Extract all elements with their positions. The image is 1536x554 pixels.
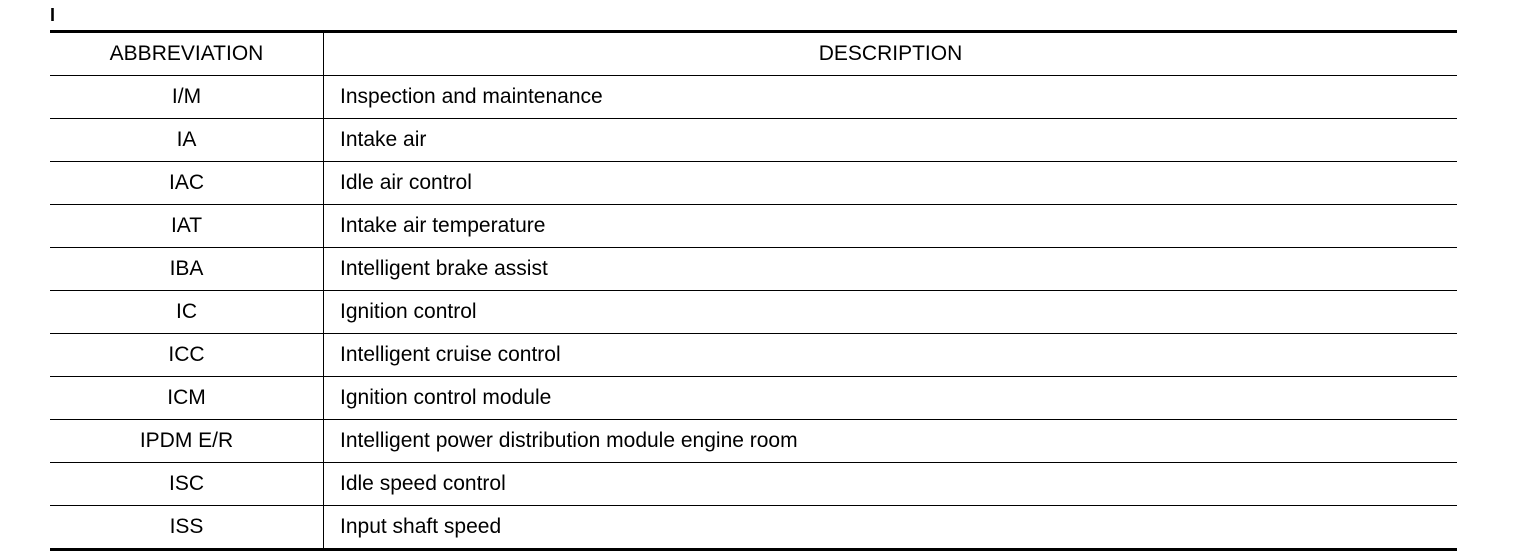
table-row: [50, 463, 1457, 506]
description-cell: Intelligent power distribution module engine room: [324, 420, 1458, 463]
table-row: [50, 119, 1457, 162]
table-row: [50, 506, 1457, 550]
description-cell: Intelligent brake assist: [324, 248, 1458, 291]
description-cell: Idle air control: [324, 162, 1458, 205]
description-cell: Inspection and maintenance: [324, 76, 1458, 119]
header-abbreviation: ABBREVIATION: [50, 32, 324, 76]
section-letter: I: [50, 5, 56, 25]
abbreviation-cell: IA: [50, 119, 324, 162]
table-row: [50, 420, 1457, 463]
description-cell: Idle speed control: [324, 463, 1458, 506]
description-cell: Intelligent cruise control: [324, 334, 1458, 377]
abbreviation-cell: IAT: [50, 205, 324, 248]
table-row: [50, 334, 1457, 377]
header-description: DESCRIPTION: [324, 32, 1458, 76]
table-row: [50, 205, 1457, 248]
abbreviation-cell: ISC: [50, 463, 324, 506]
description-cell: Ignition control module: [324, 377, 1458, 420]
description-cell: Input shaft speed: [340, 515, 502, 538]
description-cell: Intake air: [324, 119, 1458, 162]
table-header-row: [50, 32, 1457, 76]
abbreviation-table: [50, 30, 1457, 551]
table-row: [50, 291, 1457, 334]
abbreviation-cell: I/M: [50, 76, 324, 119]
table-row: [50, 248, 1457, 291]
abbreviation-cell: IBA: [50, 248, 324, 291]
abbreviation-cell: IC: [50, 291, 324, 334]
table-row: [50, 76, 1457, 119]
abbreviation-cell: IAC: [50, 162, 324, 205]
abbreviation-cell: IPDM E/R: [50, 420, 324, 463]
description-cell: Intake air temperature: [324, 205, 1458, 248]
abbreviation-cell: ICC: [50, 334, 324, 377]
description-cell: Ignition control: [324, 291, 1458, 334]
abbreviation-cell: ICM: [50, 377, 324, 420]
table-row: [50, 162, 1457, 205]
abbreviation-cell: ISS: [50, 506, 324, 550]
table-row: [50, 377, 1457, 420]
